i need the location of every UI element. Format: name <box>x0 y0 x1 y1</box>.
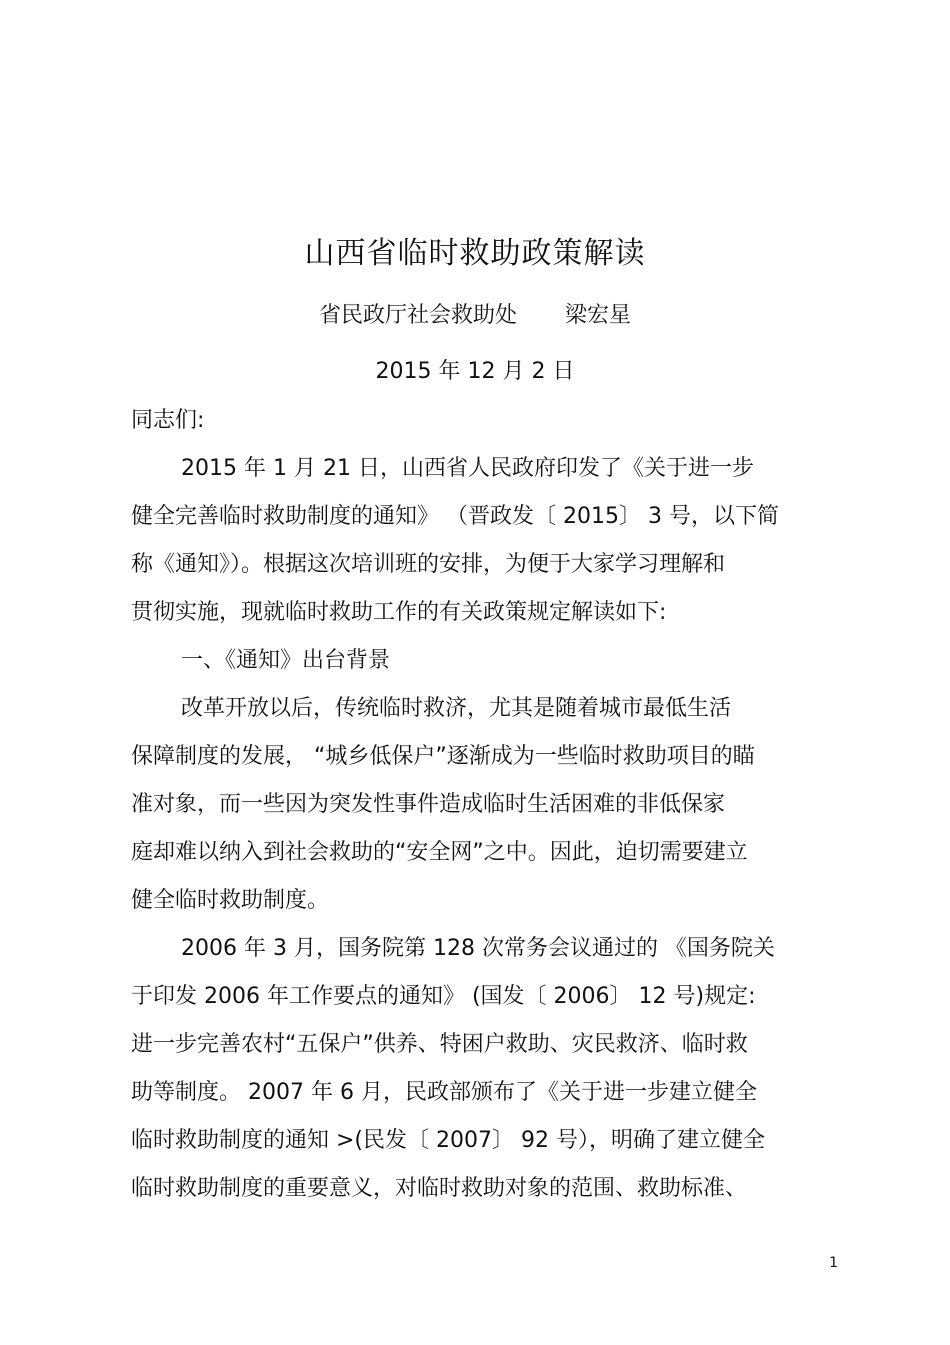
section-heading: 一、《通知》出台背景 <box>181 648 391 673</box>
body-line: 保障制度的发展， “城乡低保户”逐渐成为一些临时救助项目的瞄 <box>131 744 755 769</box>
body-line: 称《通知》）。根据这次培训班的安排，为便于大家学习理解和 <box>131 552 726 577</box>
body-line: 贯彻实施，现就临时救助工作的有关政策规定解读如下: <box>131 600 667 625</box>
author: 梁宏星 <box>565 303 632 328</box>
body-line: 改革开放以后，传统临时救济，尤其是随着城市最低生活 <box>181 696 732 721</box>
body-line: 助等制度。 2007 年 6 月，民政部颁布了《关于进一步建立健全 <box>131 1080 757 1105</box>
body-line: 临时救助制度的通知 >(民发〔 2007〕 92 号），明确了建立健全 <box>131 1128 765 1153</box>
body-line: 健全完善临时救助制度的通知》 （晋政发〔 2015〕 3 号，以下简 <box>131 504 779 529</box>
document-date: 2015 年 12 月 2 日 <box>375 359 575 384</box>
body-line: 临时救助制度的重要意义，对临时救助对象的范围、救助标准、 <box>131 1176 748 1201</box>
body-line: 庭却难以纳入到社会救助的“安全网”之中。因此，迫切需要建立 <box>131 840 748 865</box>
body-line: 2006 年 3 月，国务院第 128 次常务会议通过的 《国务院关 <box>181 936 775 961</box>
byline <box>0 298 950 334</box>
body-line: 健全临时救助制度。 <box>131 888 330 913</box>
salutation: 同志们: <box>131 408 205 433</box>
department: 省民政厅社会救助处 <box>318 303 517 328</box>
document-title: 山西省临时救助政策解读 <box>304 236 646 271</box>
body-line: 进一步完善农村“五保户”供养、特困户救助、灾民救济、临时救 <box>131 1032 748 1057</box>
page-number: 1 <box>829 1255 838 1271</box>
body-line: 于印发 2006 年工作要点的通知》 (国发〔 2006〕 12 号)规定: <box>131 984 756 1009</box>
body-line: 准对象，而一些因为突发性事件造成临时生活困难的非低保家 <box>131 792 726 817</box>
body-line: 2015 年 1 月 21 日，山西省人民政府印发了《关于进一步 <box>181 456 754 481</box>
